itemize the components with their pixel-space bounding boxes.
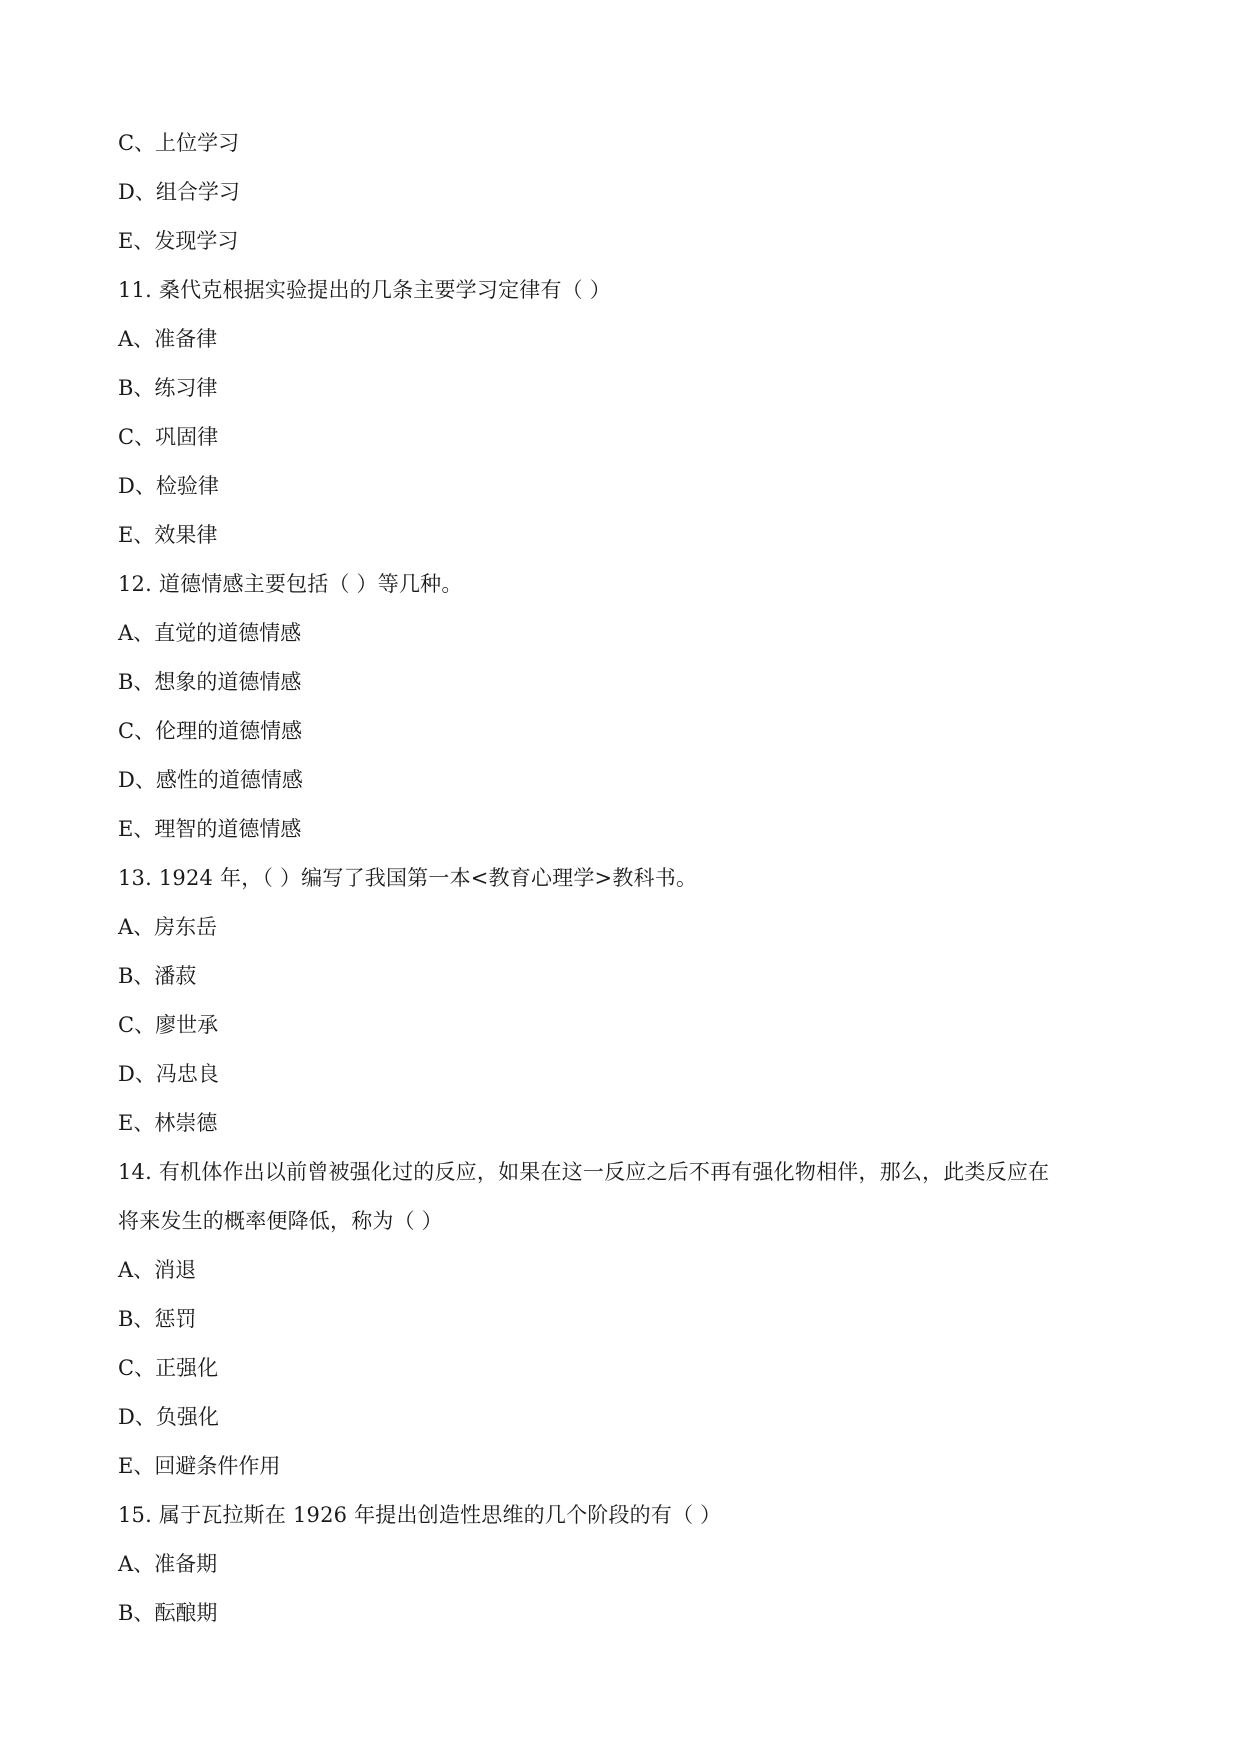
question-text: 13. 1924 年，（ ）编写了我国第一本<教育心理学>教科书。: [118, 866, 698, 890]
option-text: C、巩固律: [118, 425, 219, 449]
question-text: 12. 道德情感主要包括（ ）等几种。: [118, 572, 463, 596]
option-text: C、上位学习: [118, 131, 240, 155]
option-text: A、房东岳: [118, 915, 218, 939]
option-text: B、惩罚: [118, 1307, 197, 1331]
option-text: E、发现学习: [118, 229, 239, 253]
option-text: E、效果律: [118, 523, 218, 547]
question-text: 15. 属于瓦拉斯在 1926 年提出创造性思维的几个阶段的有（ ）: [118, 1503, 722, 1527]
option-text: D、冯忠良: [118, 1062, 219, 1086]
option-text: A、消退: [118, 1258, 197, 1282]
option-text: D、组合学习: [118, 180, 240, 204]
option-text: D、检验律: [118, 474, 219, 498]
option-text: E、理智的道德情感: [118, 817, 302, 841]
option-text: B、练习律: [118, 376, 218, 400]
option-text: A、直觉的道德情感: [118, 621, 302, 645]
option-text: A、准备律: [118, 327, 218, 351]
option-text: B、酝酿期: [118, 1601, 218, 1625]
question-text: 将来发生的概率便降低，称为（ ）: [118, 1209, 443, 1233]
option-text: E、林崇德: [118, 1111, 218, 1135]
option-text: E、回避条件作用: [118, 1454, 281, 1478]
option-text: B、想象的道德情感: [118, 670, 302, 694]
option-text: B、潘菽: [118, 964, 197, 988]
option-text: C、廖世承: [118, 1013, 219, 1037]
option-text: D、感性的道德情感: [118, 768, 303, 792]
question-text: 11. 桑代克根据实验提出的几条主要学习定律有（ ）: [118, 278, 611, 302]
option-text: D、负强化: [118, 1405, 219, 1429]
option-text: C、伦理的道德情感: [118, 719, 303, 743]
question-text: 14. 有机体作出以前曾被强化过的反应，如果在这一反应之后不再有强化物相伴，那么，此类反应在: [118, 1160, 1050, 1184]
option-text: A、准备期: [118, 1552, 218, 1576]
option-text: C、正强化: [118, 1356, 219, 1380]
document-page: [118, 119, 1138, 1638]
